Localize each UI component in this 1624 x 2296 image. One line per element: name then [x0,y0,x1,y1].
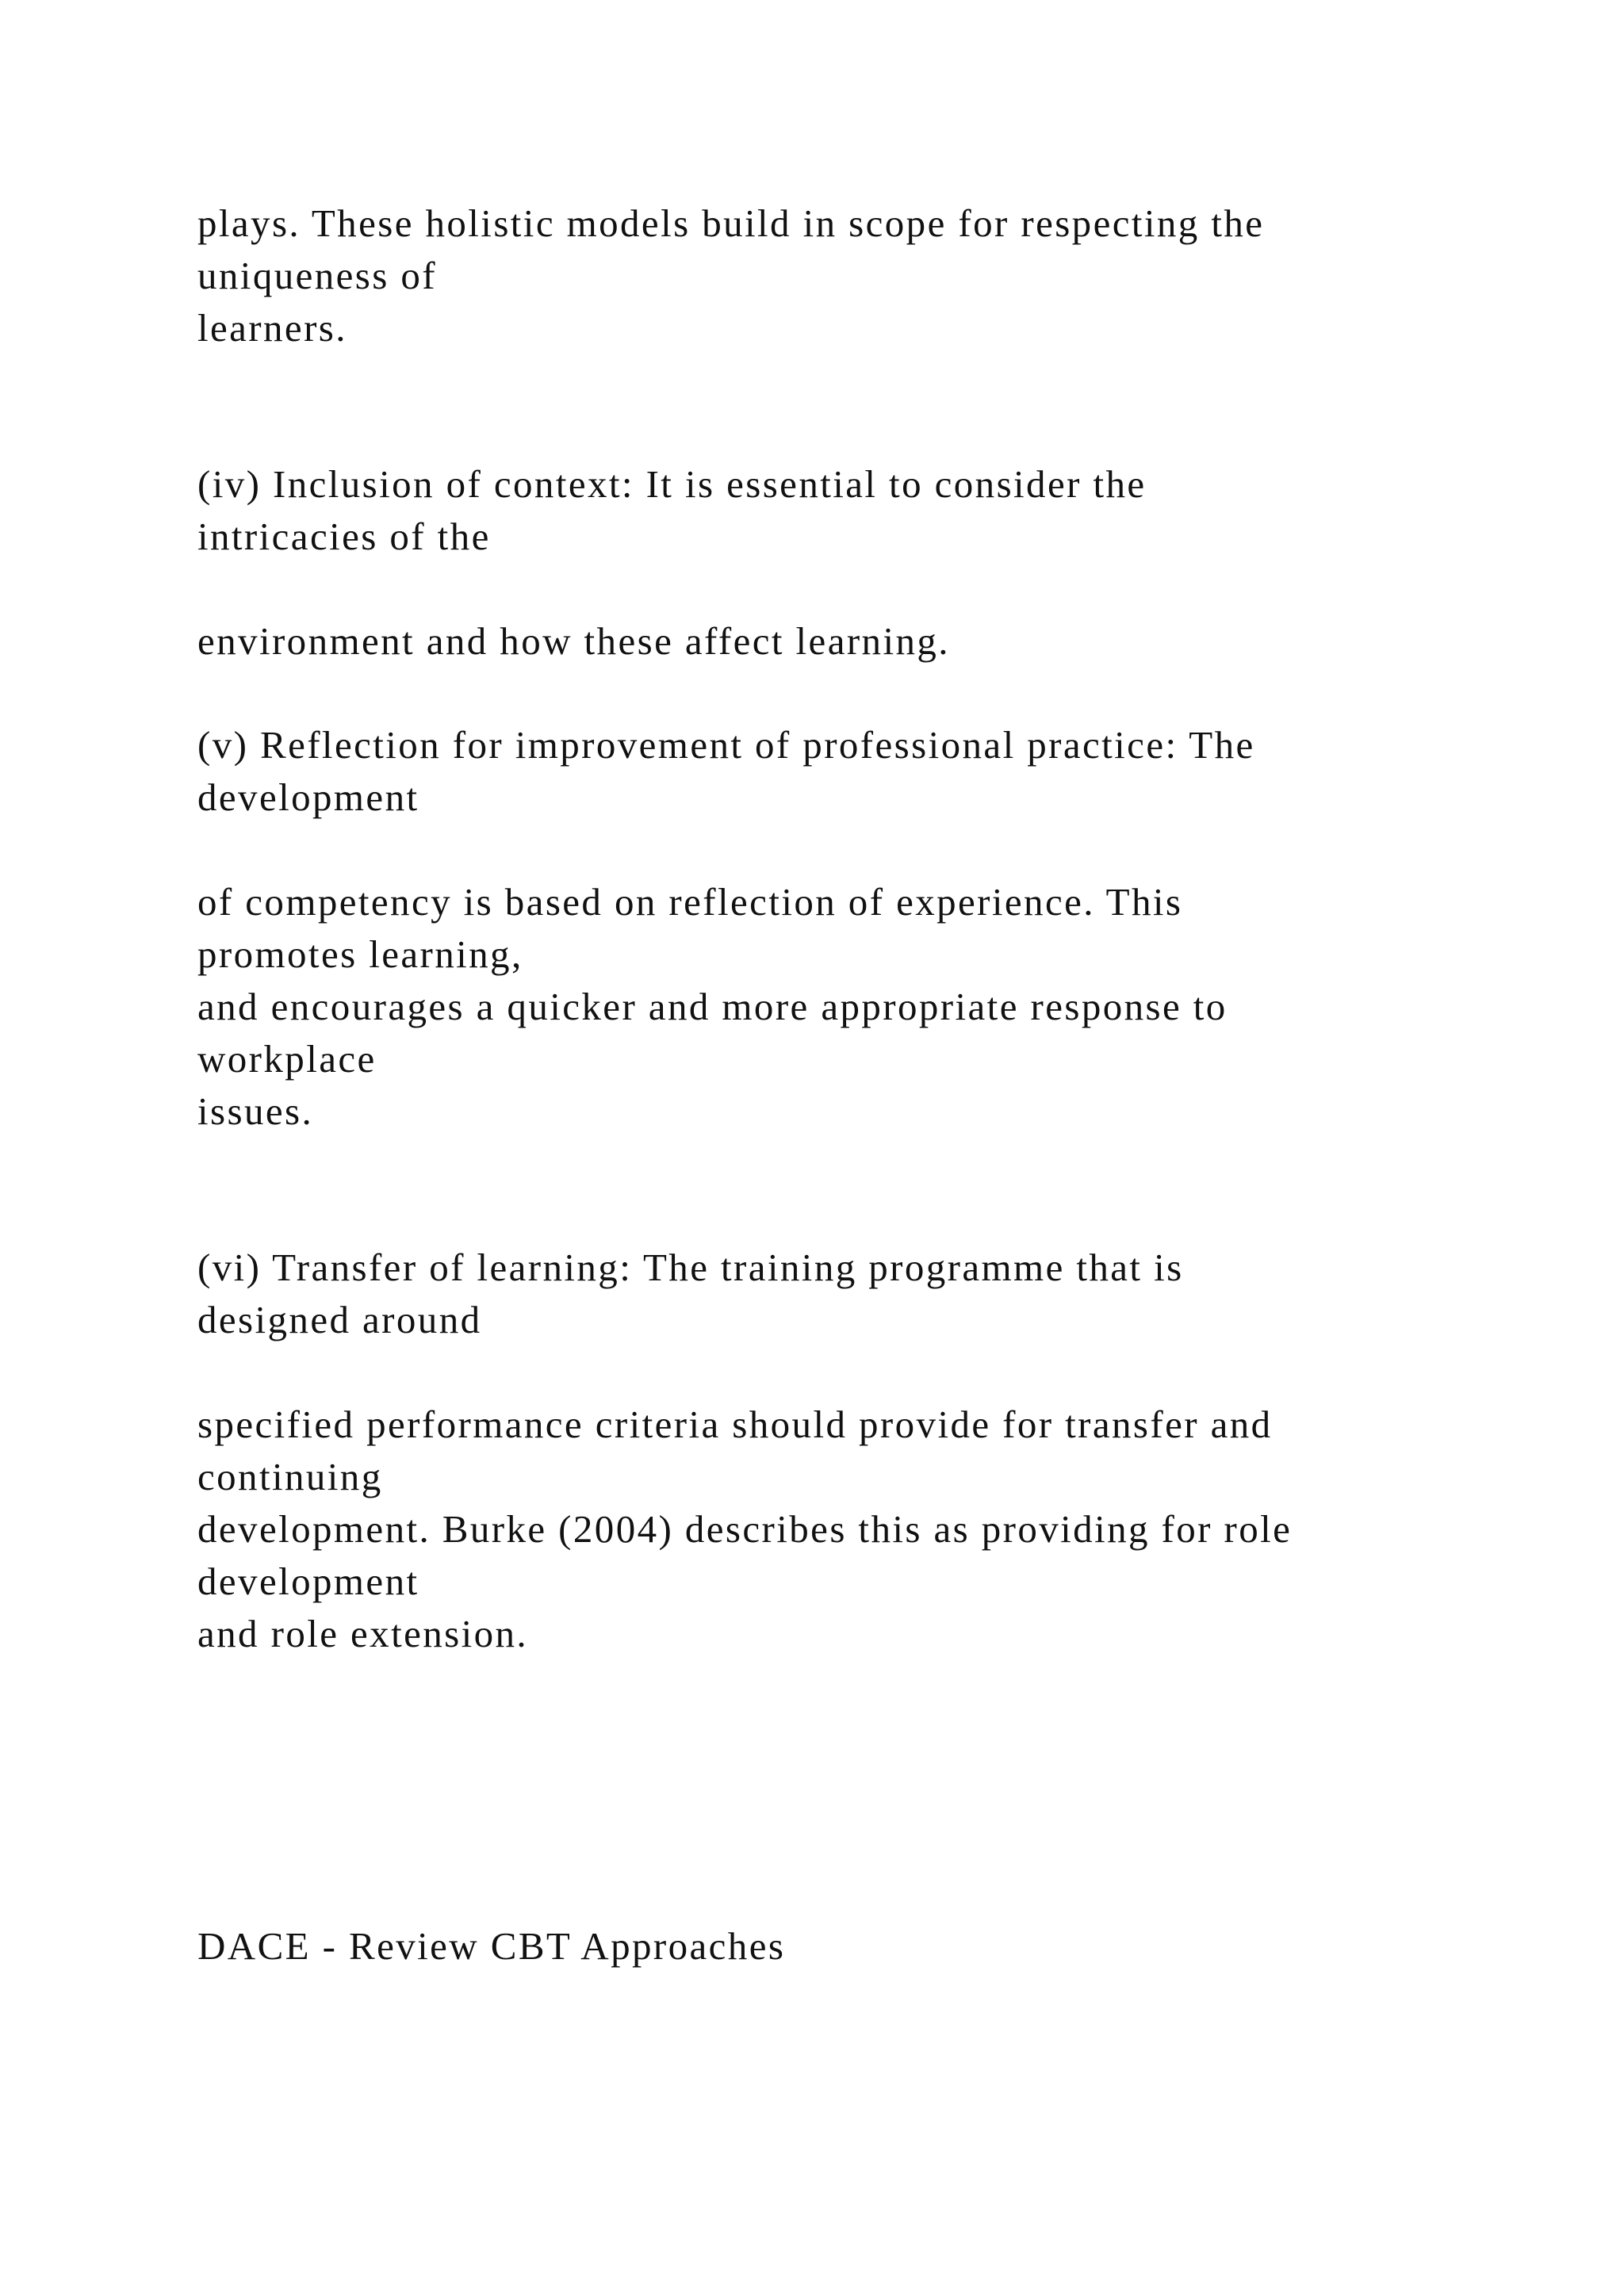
text-line: learners. [197,306,347,350]
text-line: uniqueness of [197,254,438,297]
text-line: (v) Reflection for improvement of professional practice: The [197,723,1255,767]
text-line: intricacies of the [197,515,491,558]
text-line: of competency is based on reflection of experience. This [197,880,1183,924]
text-line: designed around [197,1298,482,1341]
text-line: development [197,775,419,819]
text-line: (iv) Inclusion of context: It is essential to consider the [197,462,1147,506]
text-line: and role extension. [197,1612,529,1655]
text-line: plays. These holistic models build in scope for respecting the [197,201,1265,245]
text-line: development. Burke (2004) describes this as providing for role [197,1507,1293,1551]
text-line: specified performance criteria should provide for transfer and [197,1402,1273,1446]
text-line: (vi) Transfer of learning: The training programme that is [197,1246,1184,1289]
text-line: continuing [197,1455,383,1498]
text-line: development [197,1559,419,1603]
text-line: promotes learning, [197,932,523,976]
text-line: issues. [197,1089,314,1133]
text-line: and encourages a quicker and more appropriate response to [197,985,1228,1028]
text-line: environment and how these affect learning. [197,619,950,663]
document-footer-title: DACE - Review CBT Approaches [197,1924,786,1968]
text-line: workplace [197,1037,377,1081]
